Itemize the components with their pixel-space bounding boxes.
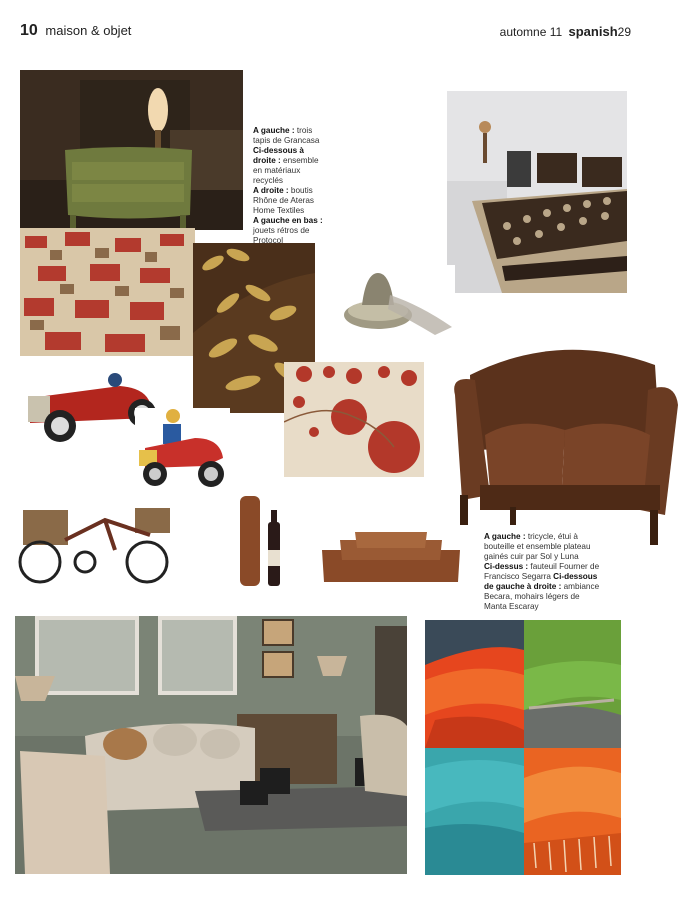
caption-top: A gauche : trois tapis de Grancasa Ci-dessous à droite : ensemble en matériaux recyclés A droite : boutis Rhône de Ateras Home Textiles A gauche en bas : jouets rétros de Protocol — [253, 126, 323, 245]
page-number-right: 29 — [617, 25, 631, 39]
photo-dresser-room — [20, 70, 243, 230]
caption-bottom: A gauche : tricycle, étui à bouteille et ensemble plateau gainés cuir par Sol y Luna Ci-dessus : fauteuil Fourner de Francisco Segarra Ci-dessous de gauche à droite : ambiance Becara, mohairs légers de Manta Escaray — [484, 532, 600, 611]
photo-recycled-set — [340, 265, 455, 340]
section-title: maison & objet — [45, 23, 132, 38]
magazine-name: spanish — [568, 24, 618, 39]
photo-bottle-case — [232, 492, 290, 590]
photo-mohair-orange — [425, 620, 524, 748]
photo-mohair-green — [524, 620, 621, 748]
photo-leather-trays — [320, 530, 462, 585]
photo-leather-sofa — [450, 335, 680, 550]
photo-geometric-rug — [20, 228, 195, 356]
photo-living-room — [15, 616, 407, 874]
page-header-right — [500, 24, 631, 39]
photo-mohair-orange-fringe — [524, 748, 621, 875]
page-header-left — [20, 22, 131, 40]
photo-bedroom-quilt — [447, 91, 627, 293]
page-number: 10 — [20, 22, 38, 39]
photo-tricycle — [15, 490, 173, 585]
issue-label: automne 11 — [499, 25, 563, 39]
photo-mohair-teal — [425, 748, 524, 875]
photo-red-dot-rug — [284, 362, 424, 477]
photo-toy-motorbike — [135, 408, 230, 493]
